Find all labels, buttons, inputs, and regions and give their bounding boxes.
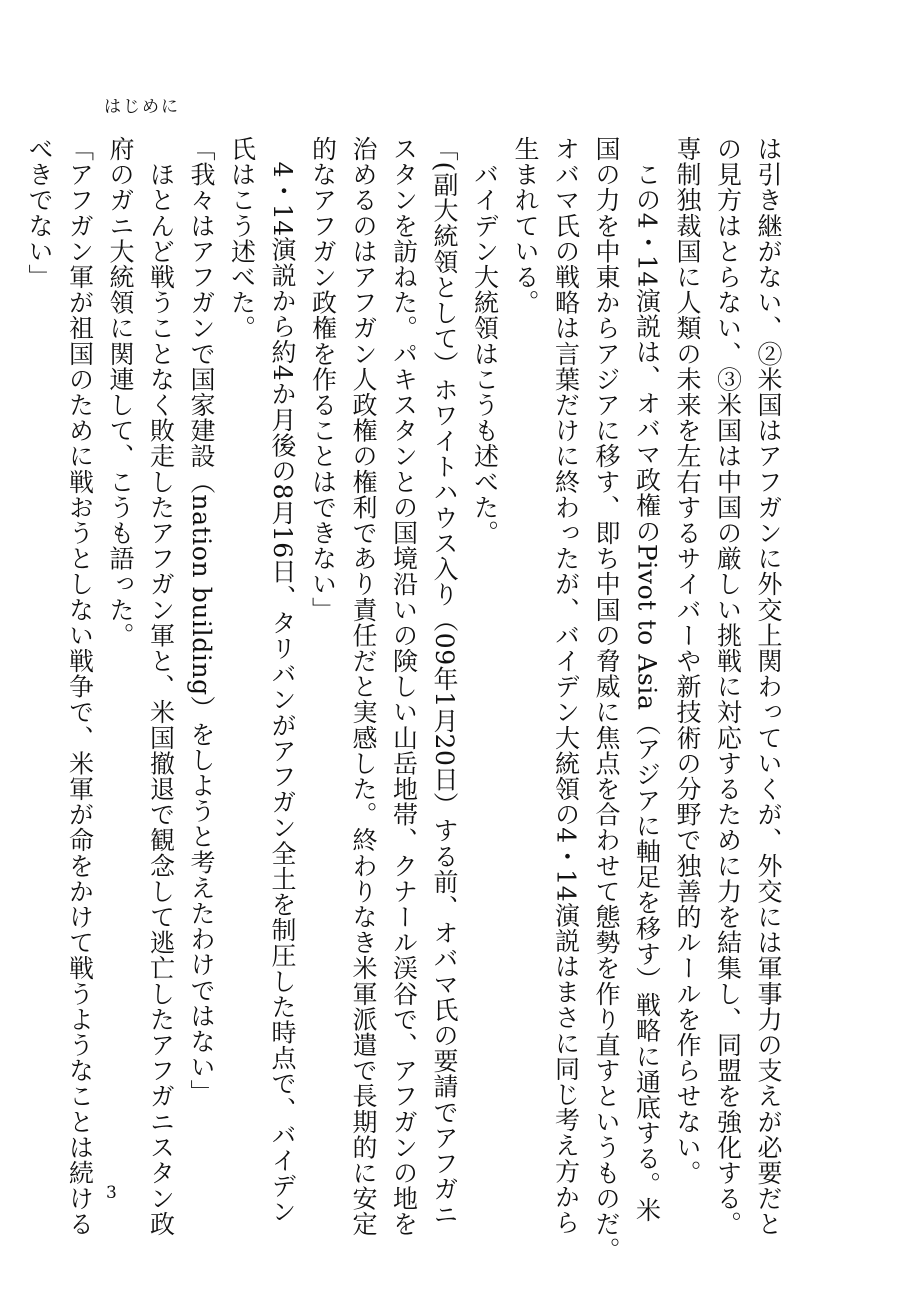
text-line: 「アフガン軍が祖国のために戦おうとしない戦争で、米軍が命をかけて戦うようなことは続ける	[65, 136, 95, 1237]
text-line: 生まれている。	[511, 136, 540, 316]
text-line: 的なアフガン政権を作ることはできない」	[308, 136, 338, 623]
text-line: 治めるのはアフガン人政権の権利であり責任だと実感した。終わりなき米軍派遣で長期的に安定	[349, 136, 378, 1237]
text-line: は引き継がない、②米国はアフガンに外交上関わっていくが、外交には軍事力の支えが必要だと	[754, 136, 783, 1237]
text-line: 「我々はアフガンで国家建設（nation building）をしようと考えたわけではない」	[187, 136, 216, 1106]
text-line: バイデン大統領はこうも述べた。	[470, 136, 500, 546]
text-line: 「(副大統領として）ホワイトハウス入り（09年1月20日）する前、オバマ氏の要請でアフガニ	[430, 136, 459, 1228]
text-line: この4・14演説は、オバマ政権のPivot to Asia（アジアに軸足を移す）戦略に通底する。米	[632, 136, 662, 1223]
running-head: はじめに	[104, 97, 180, 117]
text-line: の見方はとらない、③米国は中国の厳しい挑戦に対応するために力を結集し、同盟を強化する。	[713, 136, 743, 1237]
page-number: 3	[106, 1183, 117, 1203]
text-line: 府のガニ大統領に関連して、こうも語った。	[106, 136, 135, 648]
text-line: 専制独裁国に人類の未来を左右するサイバーや新技術の分野で独善的ルールを作らせない。	[673, 136, 702, 1186]
text-line: スタンを訪ねた。パキスタンとの国境沿いの険しい山岳地帯、クナール渓谷で、アフガンの地を	[389, 136, 419, 1237]
text-line: 氏はこう述べた。	[227, 136, 257, 341]
text-line: 国の力を中東からアジアに移す、即ち中国の脅威に焦点を合わせて態勢を作り直すというものだ。	[592, 136, 621, 1263]
text-line: オバマ氏の戦略は言葉だけに終わったが、バイデン大統領の4・14演説はまさに同じ考え方から	[551, 136, 581, 1236]
text-line: べきでない」	[25, 136, 54, 290]
text-line: ほとんど戦うことなく敗走したアフガン軍と、米国撤退で観念して逃亡したアフガニスタン政	[146, 136, 176, 1237]
text-line: 4・14演説から約4か月後の8月16日、タリバンがアフガン全土を制圧した時点で、バイデン	[268, 136, 297, 1225]
body-text	[25, 136, 788, 1263]
